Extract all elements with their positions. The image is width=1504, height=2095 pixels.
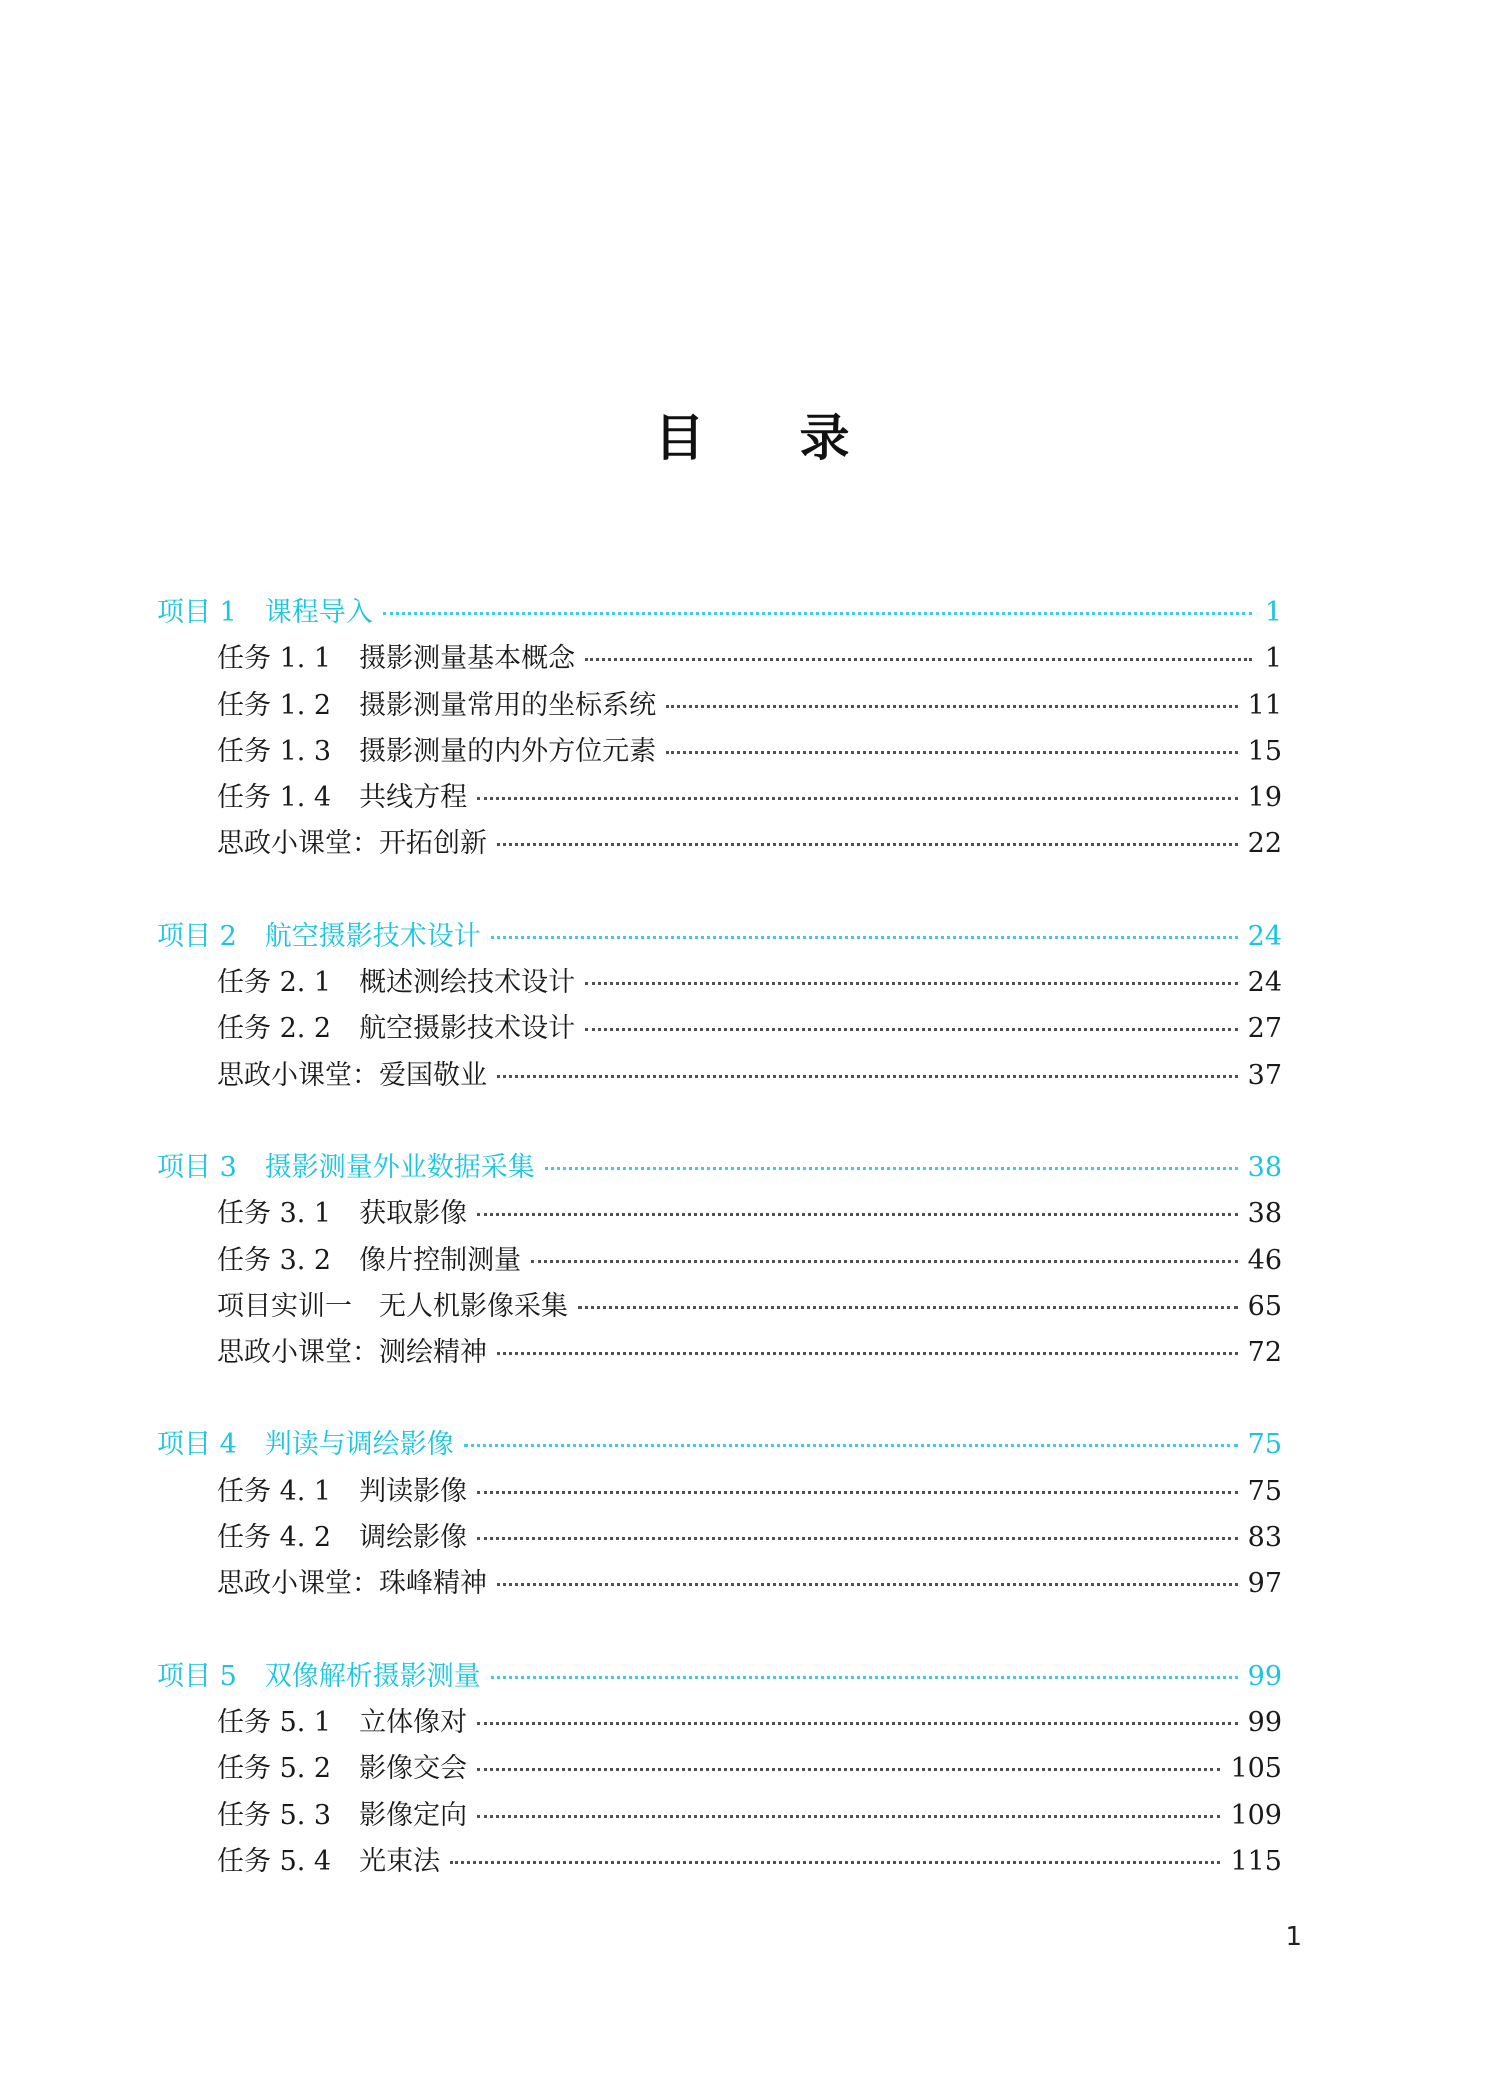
toc-project-entry[interactable] [157,1145,1282,1191]
toc-page-number: 24 [1247,967,1282,999]
toc-entry-label [217,636,575,682]
dot-leader [383,610,1252,615]
dot-leader [545,1165,1238,1170]
toc-entry-label [217,729,656,775]
toc-entry-title: 概述测绘技术设计 [359,967,576,999]
dot-leader [497,1350,1238,1355]
toc-entry-title: 摄影测量的内外方位元素 [359,735,657,767]
toc-page-number: 11 [1247,689,1282,721]
dot-leader [585,980,1238,985]
toc-page-number: 22 [1247,828,1282,860]
toc-entry-title: 立体像对 [359,1706,468,1738]
dot-leader [477,1813,1220,1818]
toc-entry-title: 判读影像 [359,1475,468,1507]
toc-entry-number: 任务 2. 2 [217,1013,332,1045]
toc-entry-number: 任务 5. 3 [217,1799,332,1831]
toc-entry-number: 任务 3. 1 [217,1198,332,1230]
toc-entry-label [217,1515,467,1561]
toc-entry-number: 任务 4. 2 [217,1522,332,1554]
toc-page-number: 99 [1247,1706,1282,1738]
toc-entry-title: 课程导入 [264,597,373,628]
toc-entry-number: 任务 3. 2 [217,1244,332,1276]
toc-page-number: 115 [1230,1845,1282,1877]
toc-entry-title: 双像解析摄影测量 [264,1660,481,1692]
toc-entry-label [157,1422,454,1468]
toc-entry-title: 摄影测量基本概念 [359,643,576,675]
toc-entry-label [217,1746,467,1792]
toc-task-entry[interactable] [157,1006,1282,1052]
toc-page-number: 27 [1247,1013,1282,1045]
dot-leader [477,1535,1238,1540]
toc-entry-label [217,821,487,867]
dot-leader [491,1674,1238,1679]
toc-page-number: 38 [1247,1198,1282,1230]
toc-page-number: 75 [1247,1475,1282,1507]
toc-task-entry[interactable] [157,1515,1282,1561]
toc-entry-number: 项目 4 [157,1429,237,1461]
toc-task-entry[interactable] [157,1330,1282,1376]
toc-task-entry[interactable] [157,1746,1282,1792]
toc-entry-title: 项目实训一 无人机影像采集 [217,1290,568,1322]
toc-entry-title: 航空摄影技术设计 [264,920,481,952]
toc-project-entry[interactable] [157,1654,1282,1700]
toc-section [157,1422,1282,1607]
toc-page-number: 15 [1247,735,1282,767]
toc-entry-title: 思政小课堂：珠峰精神 [217,1568,487,1600]
toc-project-entry[interactable] [157,914,1282,960]
toc-entry-label [217,1053,487,1099]
toc-entry-number: 任务 2. 1 [217,967,332,999]
toc-entry-number: 项目 5 [157,1660,237,1692]
dot-leader [477,1489,1238,1494]
toc-entry-number: 任务 1. 1 [217,643,332,675]
toc-entry-title: 影像定向 [359,1799,468,1831]
toc-task-entry[interactable] [157,1191,1282,1237]
toc-task-entry[interactable] [157,1469,1282,1515]
toc-page-number: 97 [1247,1568,1282,1600]
toc-entry-label [217,1191,467,1237]
dot-leader [666,749,1238,754]
toc-page-number: 105 [1230,1753,1282,1785]
toc-task-entry[interactable] [157,1793,1282,1839]
toc-page-number: 19 [1247,782,1282,814]
toc-entry-label [217,1469,467,1515]
toc-task-entry[interactable] [157,1700,1282,1746]
toc-entry-number: 任务 5. 1 [217,1706,332,1738]
toc-entry-label [217,1561,487,1607]
toc-entry-label [157,914,481,960]
toc-task-entry[interactable] [157,1839,1282,1885]
toc-task-entry[interactable] [157,1561,1282,1607]
toc-entry-number: 任务 4. 1 [217,1475,332,1507]
toc-page-number: 65 [1247,1290,1282,1322]
toc-entry-label [217,1330,487,1376]
toc-entry-label [217,1793,467,1839]
toc-entry-label [217,960,575,1006]
dot-leader [497,1581,1238,1586]
toc-entry-title: 航空摄影技术设计 [359,1013,576,1045]
dot-leader [477,1211,1238,1216]
dot-leader [578,1304,1238,1309]
toc-entry-title: 摄影测量外业数据采集 [264,1151,535,1183]
toc-page-number: 83 [1247,1522,1282,1554]
toc-page-number: 72 [1247,1337,1282,1369]
toc-entry-title: 思政小课堂：爱国敬业 [217,1059,487,1091]
toc-entry-number: 项目 1 [157,597,237,628]
toc-entry-label [217,683,656,729]
toc-entry-title: 判读与调绘影像 [264,1429,454,1461]
toc-entry-number: 任务 5. 2 [217,1753,332,1785]
title-char-2: 录 [799,408,945,467]
toc-page-number: 75 [1247,1429,1282,1461]
toc-page-number: 1 [1264,597,1282,628]
dot-leader [477,795,1238,800]
toc-task-entry[interactable] [157,1053,1282,1099]
toc-project-entry[interactable] [157,1422,1282,1468]
dot-leader [464,1442,1238,1447]
toc-entry-label [157,1145,535,1191]
toc-task-entry[interactable] [157,636,1282,682]
toc-entry-title: 思政小课堂：开拓创新 [217,828,487,860]
page-number: 1 [1285,1922,1302,1952]
toc-task-entry[interactable] [157,1238,1282,1284]
dot-leader [531,1258,1238,1263]
toc-entry-number: 任务 5. 4 [217,1845,332,1877]
dot-leader [477,1766,1220,1771]
toc-page-number: 46 [1247,1244,1282,1276]
toc-entry-title: 调绘影像 [359,1522,468,1554]
toc-entry-title: 共线方程 [359,782,468,814]
toc-page-number: 24 [1247,920,1282,952]
toc-section [157,590,1282,868]
toc-entry-label [157,590,373,636]
toc-task-entry[interactable] [157,729,1282,775]
dot-leader [585,1026,1238,1031]
toc-section [157,914,1282,1099]
toc-page-number: 99 [1247,1660,1282,1692]
toc-entry-label [217,1700,467,1746]
toc-task-entry[interactable] [157,683,1282,729]
toc-section [157,1654,1282,1885]
toc-entry-label [217,1839,440,1885]
toc-task-entry[interactable] [157,775,1282,821]
toc-entry-number: 任务 1. 3 [217,735,332,767]
dot-leader [497,1073,1238,1078]
dot-leader [666,703,1238,708]
toc-entry-label [217,1284,568,1330]
toc-entry-label [217,775,467,821]
dot-leader [491,934,1238,939]
toc-entry-label [157,1654,481,1700]
toc-task-entry[interactable] [157,960,1282,1006]
dot-leader [585,656,1252,661]
toc-entry-title: 思政小课堂：测绘精神 [217,1337,487,1369]
toc-entry-number: 任务 1. 2 [217,689,332,721]
dot-leader [477,1720,1238,1725]
toc-entry-title: 摄影测量常用的坐标系统 [359,689,657,721]
toc-task-entry[interactable] [157,1284,1282,1330]
toc-entry-label [217,1238,521,1284]
toc-section [157,1145,1282,1376]
toc-page-number: 37 [1247,1059,1282,1091]
toc-entry-title: 像片控制测量 [359,1244,522,1276]
toc-entry-title: 影像交会 [359,1753,468,1785]
toc-page-number: 38 [1247,1151,1282,1183]
dot-leader [497,841,1238,846]
title-char-1: 目 [654,408,800,467]
toc-entry-number: 任务 1. 4 [217,782,332,814]
dot-leader [450,1859,1220,1864]
toc-task-entry[interactable] [157,821,1282,867]
toc-entry-number: 项目 3 [157,1151,237,1183]
toc-entry-label [217,1006,575,1052]
table-of-contents [157,590,1282,1931]
toc-page-number: 109 [1230,1799,1282,1831]
toc-entry-title: 获取影像 [359,1198,468,1230]
toc-page-number: 1 [1264,643,1282,675]
page-title [0,398,1504,470]
toc-entry-title: 光束法 [359,1845,441,1877]
toc-project-entry[interactable] [157,590,1282,636]
toc-entry-number: 项目 2 [157,920,237,952]
